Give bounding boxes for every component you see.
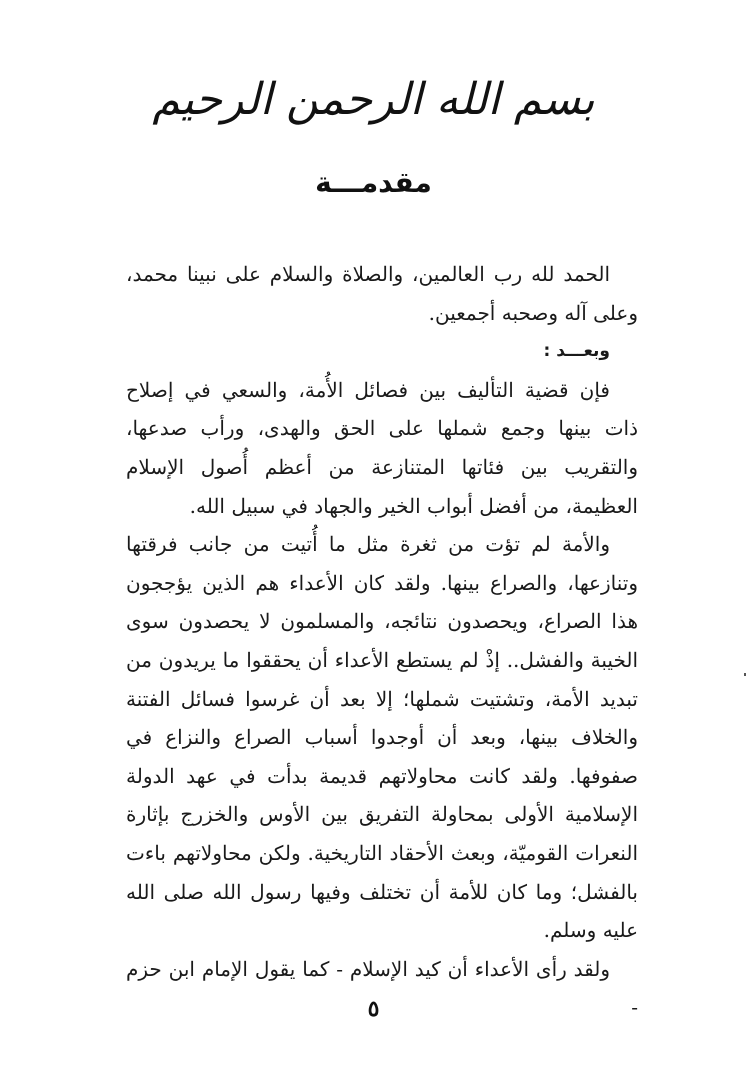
scan-speck	[744, 673, 746, 676]
paragraph-enemies: ولقد رأى الأعداء أن كيد الإسلام - كما يقول الإمام ابن حزم -	[126, 956, 638, 1020]
section-heading: مقدمـــة	[315, 166, 432, 199]
paragraph-transition: وبعـــد :	[543, 341, 610, 362]
paragraph-unity: فإن قضية التأليف بين فصائل الأُمة، والسعي في إصلاح ذات بينها وجمع شملها على الحق والهدى، ورأب صدعها، والتقريب بين فئاتها المتنازعة من أعظم أُصول الإسلام العظيمة، من أفضل أبواب الخير والجهاد في سبيل الله.	[126, 377, 638, 518]
paragraph-praise: الحمد لله رب العالمين، والصلاة والسلام على نبينا محمد، وعلى آله وصحبه أجمعين.	[126, 262, 638, 325]
body-text	[126, 255, 638, 1027]
page-number: ٥	[367, 996, 380, 1022]
paragraph-division: والأمة لم تؤت من ثغرة مثل ما أُتيت من جانب فرقتها وتنازعها، والصراع بينها. ولقد كان الأعداء هم الذين يؤججون هذا الصراع، ويحصدون نتائجه، والمسلمون لا يحصدون سوى الخيبة والفشل.. إذْ لم يستطع الأعداء أن يحققوا ما يريدون من تبديد الأمة، وتشتيت شملها؛ إلا بعد أن غرسوا فسائل الفتنة والخلاف بينها، وبعد أن أوجدوا أسباب الصراع والنزاع في صفوفها. ولقد كانت محاولاتهم قديمة بدأت في عهد الدولة الإسلامية الأولى بمحاولة التفريق بين الأوس والخزرج بإثارة النعرات القوميّة، وبعث الأحقاد التاريخية. ولكن محاولاتهم باءت بالفشل؛ وما كان للأمة أن تختلف وفيها رسول الله صلى الله عليه وسلم.	[126, 532, 638, 943]
basmala-calligraphy: بسم الله الرحمن الرحيم	[152, 74, 595, 125]
